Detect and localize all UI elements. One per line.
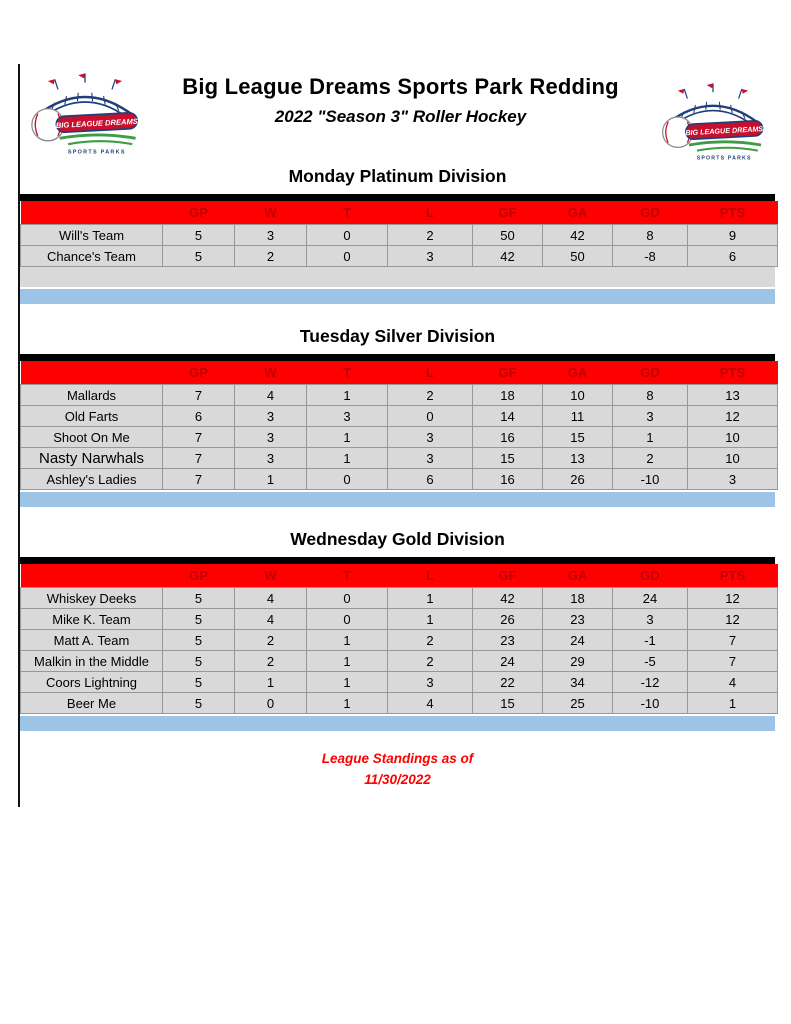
team-name-cell: Shoot On Me xyxy=(21,427,163,448)
stat-column-header-t: T xyxy=(307,564,388,588)
stat-cell: 12 xyxy=(688,588,778,609)
stat-cell: 3 xyxy=(235,448,307,469)
stat-cell: 2 xyxy=(235,651,307,672)
blue-divider-bar xyxy=(20,492,775,507)
stat-cell: 3 xyxy=(388,246,473,267)
stat-cell: 29 xyxy=(543,651,613,672)
stat-cell: 24 xyxy=(473,651,543,672)
team-name-cell: Whiskey Deeks xyxy=(21,588,163,609)
stat-cell: 3 xyxy=(388,448,473,469)
stat-cell: 1 xyxy=(388,588,473,609)
stat-column-header-l: L xyxy=(388,201,473,225)
stat-cell: 7 xyxy=(163,448,235,469)
stat-cell: 13 xyxy=(688,385,778,406)
stat-cell: 15 xyxy=(543,427,613,448)
division-title: Tuesday Silver Division xyxy=(299,326,496,346)
stat-column-header-l: L xyxy=(388,564,473,588)
team-name-cell: Coors Lightning xyxy=(21,672,163,693)
team-row xyxy=(21,672,778,693)
stat-cell: 4 xyxy=(235,609,307,630)
masthead xyxy=(20,64,775,162)
stat-cell: 3 xyxy=(613,609,688,630)
team-column-header xyxy=(21,564,163,588)
footer-line-1: League Standings as of xyxy=(321,751,474,766)
stat-column-header-pts: PTS xyxy=(688,564,778,588)
stat-cell: 5 xyxy=(163,672,235,693)
team-row xyxy=(21,609,778,630)
stats-header-row xyxy=(21,564,778,588)
team-name-cell: Nasty Narwhals xyxy=(21,448,163,469)
logo-banner-text: BIG LEAGUE DREAMS xyxy=(55,116,139,131)
stat-cell: 7 xyxy=(163,469,235,490)
standings-table-tuesday xyxy=(20,361,778,490)
stat-cell: 9 xyxy=(688,225,778,246)
stat-cell: 7 xyxy=(163,385,235,406)
stat-cell: 25 xyxy=(543,693,613,714)
standings-body xyxy=(21,225,778,267)
standings-footer xyxy=(20,749,775,791)
stats-header-row xyxy=(21,361,778,385)
logo-banner-text: BIG LEAGUE DREAMS xyxy=(685,124,764,138)
team-row xyxy=(21,385,778,406)
division-section-monday xyxy=(20,166,775,304)
stat-cell: 1 xyxy=(307,448,388,469)
team-row xyxy=(21,225,778,246)
stat-column-header-pts: PTS xyxy=(688,361,778,385)
stat-cell: 10 xyxy=(688,448,778,469)
stat-cell: 1 xyxy=(307,385,388,406)
stat-cell: 2 xyxy=(613,448,688,469)
division-section-wednesday xyxy=(20,529,775,731)
stat-column-header-gf: GF xyxy=(473,201,543,225)
flag-poles-icon xyxy=(55,73,116,89)
stat-column-header-ga: GA xyxy=(543,361,613,385)
stat-column-header-gf: GF xyxy=(473,564,543,588)
stat-column-header-gp: GP xyxy=(163,564,235,588)
grass-swoosh-icon xyxy=(60,135,136,144)
stat-cell: 50 xyxy=(543,246,613,267)
stat-cell: -5 xyxy=(613,651,688,672)
stat-column-header-pts: PTS xyxy=(688,201,778,225)
division-title: Wednesday Gold Division xyxy=(290,529,505,549)
stat-cell: 5 xyxy=(163,693,235,714)
stat-cell: 15 xyxy=(473,693,543,714)
stat-cell: 16 xyxy=(473,469,543,490)
stat-cell: 1 xyxy=(307,651,388,672)
big-league-dreams-logo-left xyxy=(26,70,144,161)
stat-cell: 0 xyxy=(235,693,307,714)
stat-cell: 1 xyxy=(388,609,473,630)
stat-cell: 6 xyxy=(388,469,473,490)
stat-cell: 2 xyxy=(388,385,473,406)
blank-row-filler xyxy=(20,267,775,287)
stat-cell: 2 xyxy=(388,225,473,246)
stat-cell: 15 xyxy=(473,448,543,469)
stat-cell: 5 xyxy=(163,246,235,267)
team-name-cell: Will's Team xyxy=(21,225,163,246)
team-column-header xyxy=(21,201,163,225)
stat-cell: 1 xyxy=(688,693,778,714)
stat-cell: 2 xyxy=(235,630,307,651)
stat-column-header-gd: GD xyxy=(613,361,688,385)
stat-cell: 12 xyxy=(688,406,778,427)
stat-cell: 5 xyxy=(163,225,235,246)
stat-cell: 1 xyxy=(613,427,688,448)
page-title: Big League Dreams Sports Park Redding xyxy=(182,74,619,99)
team-name-cell: Malkin in the Middle xyxy=(21,651,163,672)
stat-cell: 5 xyxy=(163,651,235,672)
stat-cell: 10 xyxy=(543,385,613,406)
stat-cell: 3 xyxy=(235,406,307,427)
stat-cell: 5 xyxy=(163,609,235,630)
stat-column-header-gd: GD xyxy=(613,564,688,588)
stat-cell: 3 xyxy=(235,225,307,246)
standings-table-monday xyxy=(20,201,778,267)
stat-cell: 34 xyxy=(543,672,613,693)
standings-body xyxy=(21,385,778,490)
stats-header-row xyxy=(21,201,778,225)
stat-cell: -10 xyxy=(613,469,688,490)
stat-cell: 26 xyxy=(543,469,613,490)
stat-cell: 0 xyxy=(307,246,388,267)
team-name-cell: Old Farts xyxy=(21,406,163,427)
stat-cell: 3 xyxy=(307,406,388,427)
stat-cell: 5 xyxy=(163,588,235,609)
big-league-dreams-logo-icon xyxy=(26,70,144,156)
stat-cell: 2 xyxy=(388,630,473,651)
stat-cell: 4 xyxy=(688,672,778,693)
stat-cell: 8 xyxy=(613,385,688,406)
stat-cell: 0 xyxy=(307,225,388,246)
stat-cell: 24 xyxy=(543,630,613,651)
stat-cell: 11 xyxy=(543,406,613,427)
stat-cell: 3 xyxy=(613,406,688,427)
stat-cell: 16 xyxy=(473,427,543,448)
content-area xyxy=(18,64,775,807)
team-row xyxy=(21,651,778,672)
stat-cell: 1 xyxy=(307,672,388,693)
blue-divider-bar xyxy=(20,289,775,304)
stat-cell: 14 xyxy=(473,406,543,427)
stat-cell: 26 xyxy=(473,609,543,630)
team-row xyxy=(21,448,778,469)
stat-cell: 42 xyxy=(473,588,543,609)
stat-cell: 1 xyxy=(235,672,307,693)
stat-cell: 1 xyxy=(307,427,388,448)
stat-cell: 0 xyxy=(307,588,388,609)
stat-cell: -12 xyxy=(613,672,688,693)
stat-cell: -8 xyxy=(613,246,688,267)
stat-cell: 0 xyxy=(307,469,388,490)
team-name-cell: Mike K. Team xyxy=(21,609,163,630)
stat-cell: -1 xyxy=(613,630,688,651)
team-row xyxy=(21,469,778,490)
team-name-cell: Ashley's Ladies xyxy=(21,469,163,490)
standings-body xyxy=(21,588,778,714)
team-row xyxy=(21,406,778,427)
stat-column-header-t: T xyxy=(307,201,388,225)
logo-tagline-text: SPORTS PARKS xyxy=(67,149,126,156)
stat-cell: 18 xyxy=(543,588,613,609)
stat-column-header-gp: GP xyxy=(163,361,235,385)
stat-cell: 4 xyxy=(235,588,307,609)
stat-cell: 6 xyxy=(163,406,235,427)
stat-column-header-w: W xyxy=(235,361,307,385)
stat-cell: 3 xyxy=(388,427,473,448)
stat-column-header-w: W xyxy=(235,201,307,225)
team-column-header xyxy=(21,361,163,385)
stat-cell: 3 xyxy=(688,469,778,490)
team-row xyxy=(21,630,778,651)
stat-column-header-ga: GA xyxy=(543,201,613,225)
stat-column-header-gd: GD xyxy=(613,201,688,225)
stat-cell: -10 xyxy=(613,693,688,714)
stat-cell: 0 xyxy=(388,406,473,427)
stat-cell: 50 xyxy=(473,225,543,246)
division-title: Monday Platinum Division xyxy=(288,166,507,186)
stat-cell: 0 xyxy=(307,609,388,630)
stat-cell: 12 xyxy=(688,609,778,630)
division-section-tuesday xyxy=(20,326,775,507)
page-subtitle: 2022 "Season 3" Roller Hockey xyxy=(274,107,527,126)
stat-column-header-t: T xyxy=(307,361,388,385)
stat-cell: 1 xyxy=(235,469,307,490)
standings-table-wednesday xyxy=(20,564,778,714)
stat-cell: 2 xyxy=(235,246,307,267)
team-row xyxy=(21,693,778,714)
stat-cell: 6 xyxy=(688,246,778,267)
big-league-dreams-logo-right xyxy=(657,80,769,167)
stat-cell: 4 xyxy=(235,385,307,406)
stat-cell: 18 xyxy=(473,385,543,406)
stat-column-header-l: L xyxy=(388,361,473,385)
stat-cell: 5 xyxy=(163,630,235,651)
stat-column-header-ga: GA xyxy=(543,564,613,588)
stat-cell: 8 xyxy=(613,225,688,246)
logo-tagline-text: SPORTS PARKS xyxy=(696,155,752,162)
title-block xyxy=(144,70,657,127)
team-row xyxy=(21,246,778,267)
stat-cell: 1 xyxy=(307,630,388,651)
stat-cell: 3 xyxy=(388,672,473,693)
stat-cell: 10 xyxy=(688,427,778,448)
stat-cell: 42 xyxy=(473,246,543,267)
stat-column-header-gp: GP xyxy=(163,201,235,225)
black-divider-bar xyxy=(20,194,775,201)
stat-cell: 7 xyxy=(688,630,778,651)
stat-cell: 23 xyxy=(543,609,613,630)
black-divider-bar xyxy=(20,557,775,564)
stat-cell: 7 xyxy=(688,651,778,672)
team-name-cell: Chance's Team xyxy=(21,246,163,267)
logo-banner xyxy=(55,112,138,132)
stat-column-header-w: W xyxy=(235,564,307,588)
footer-line-2: 11/30/2022 xyxy=(364,771,431,787)
black-divider-bar xyxy=(20,354,775,361)
team-name-cell: Mallards xyxy=(21,385,163,406)
stat-cell: 42 xyxy=(543,225,613,246)
stat-cell: 7 xyxy=(163,427,235,448)
team-row xyxy=(21,588,778,609)
stat-cell: 4 xyxy=(388,693,473,714)
stat-cell: 24 xyxy=(613,588,688,609)
team-name-cell: Matt A. Team xyxy=(21,630,163,651)
stat-cell: 23 xyxy=(473,630,543,651)
big-league-dreams-logo-icon xyxy=(657,80,769,162)
team-name-cell: Beer Me xyxy=(21,693,163,714)
stat-cell: 2 xyxy=(388,651,473,672)
blue-divider-bar xyxy=(20,716,775,731)
stat-cell: 3 xyxy=(235,427,307,448)
team-row xyxy=(21,427,778,448)
stat-cell: 13 xyxy=(543,448,613,469)
stat-cell: 22 xyxy=(473,672,543,693)
stat-cell: 1 xyxy=(307,693,388,714)
stat-column-header-gf: GF xyxy=(473,361,543,385)
